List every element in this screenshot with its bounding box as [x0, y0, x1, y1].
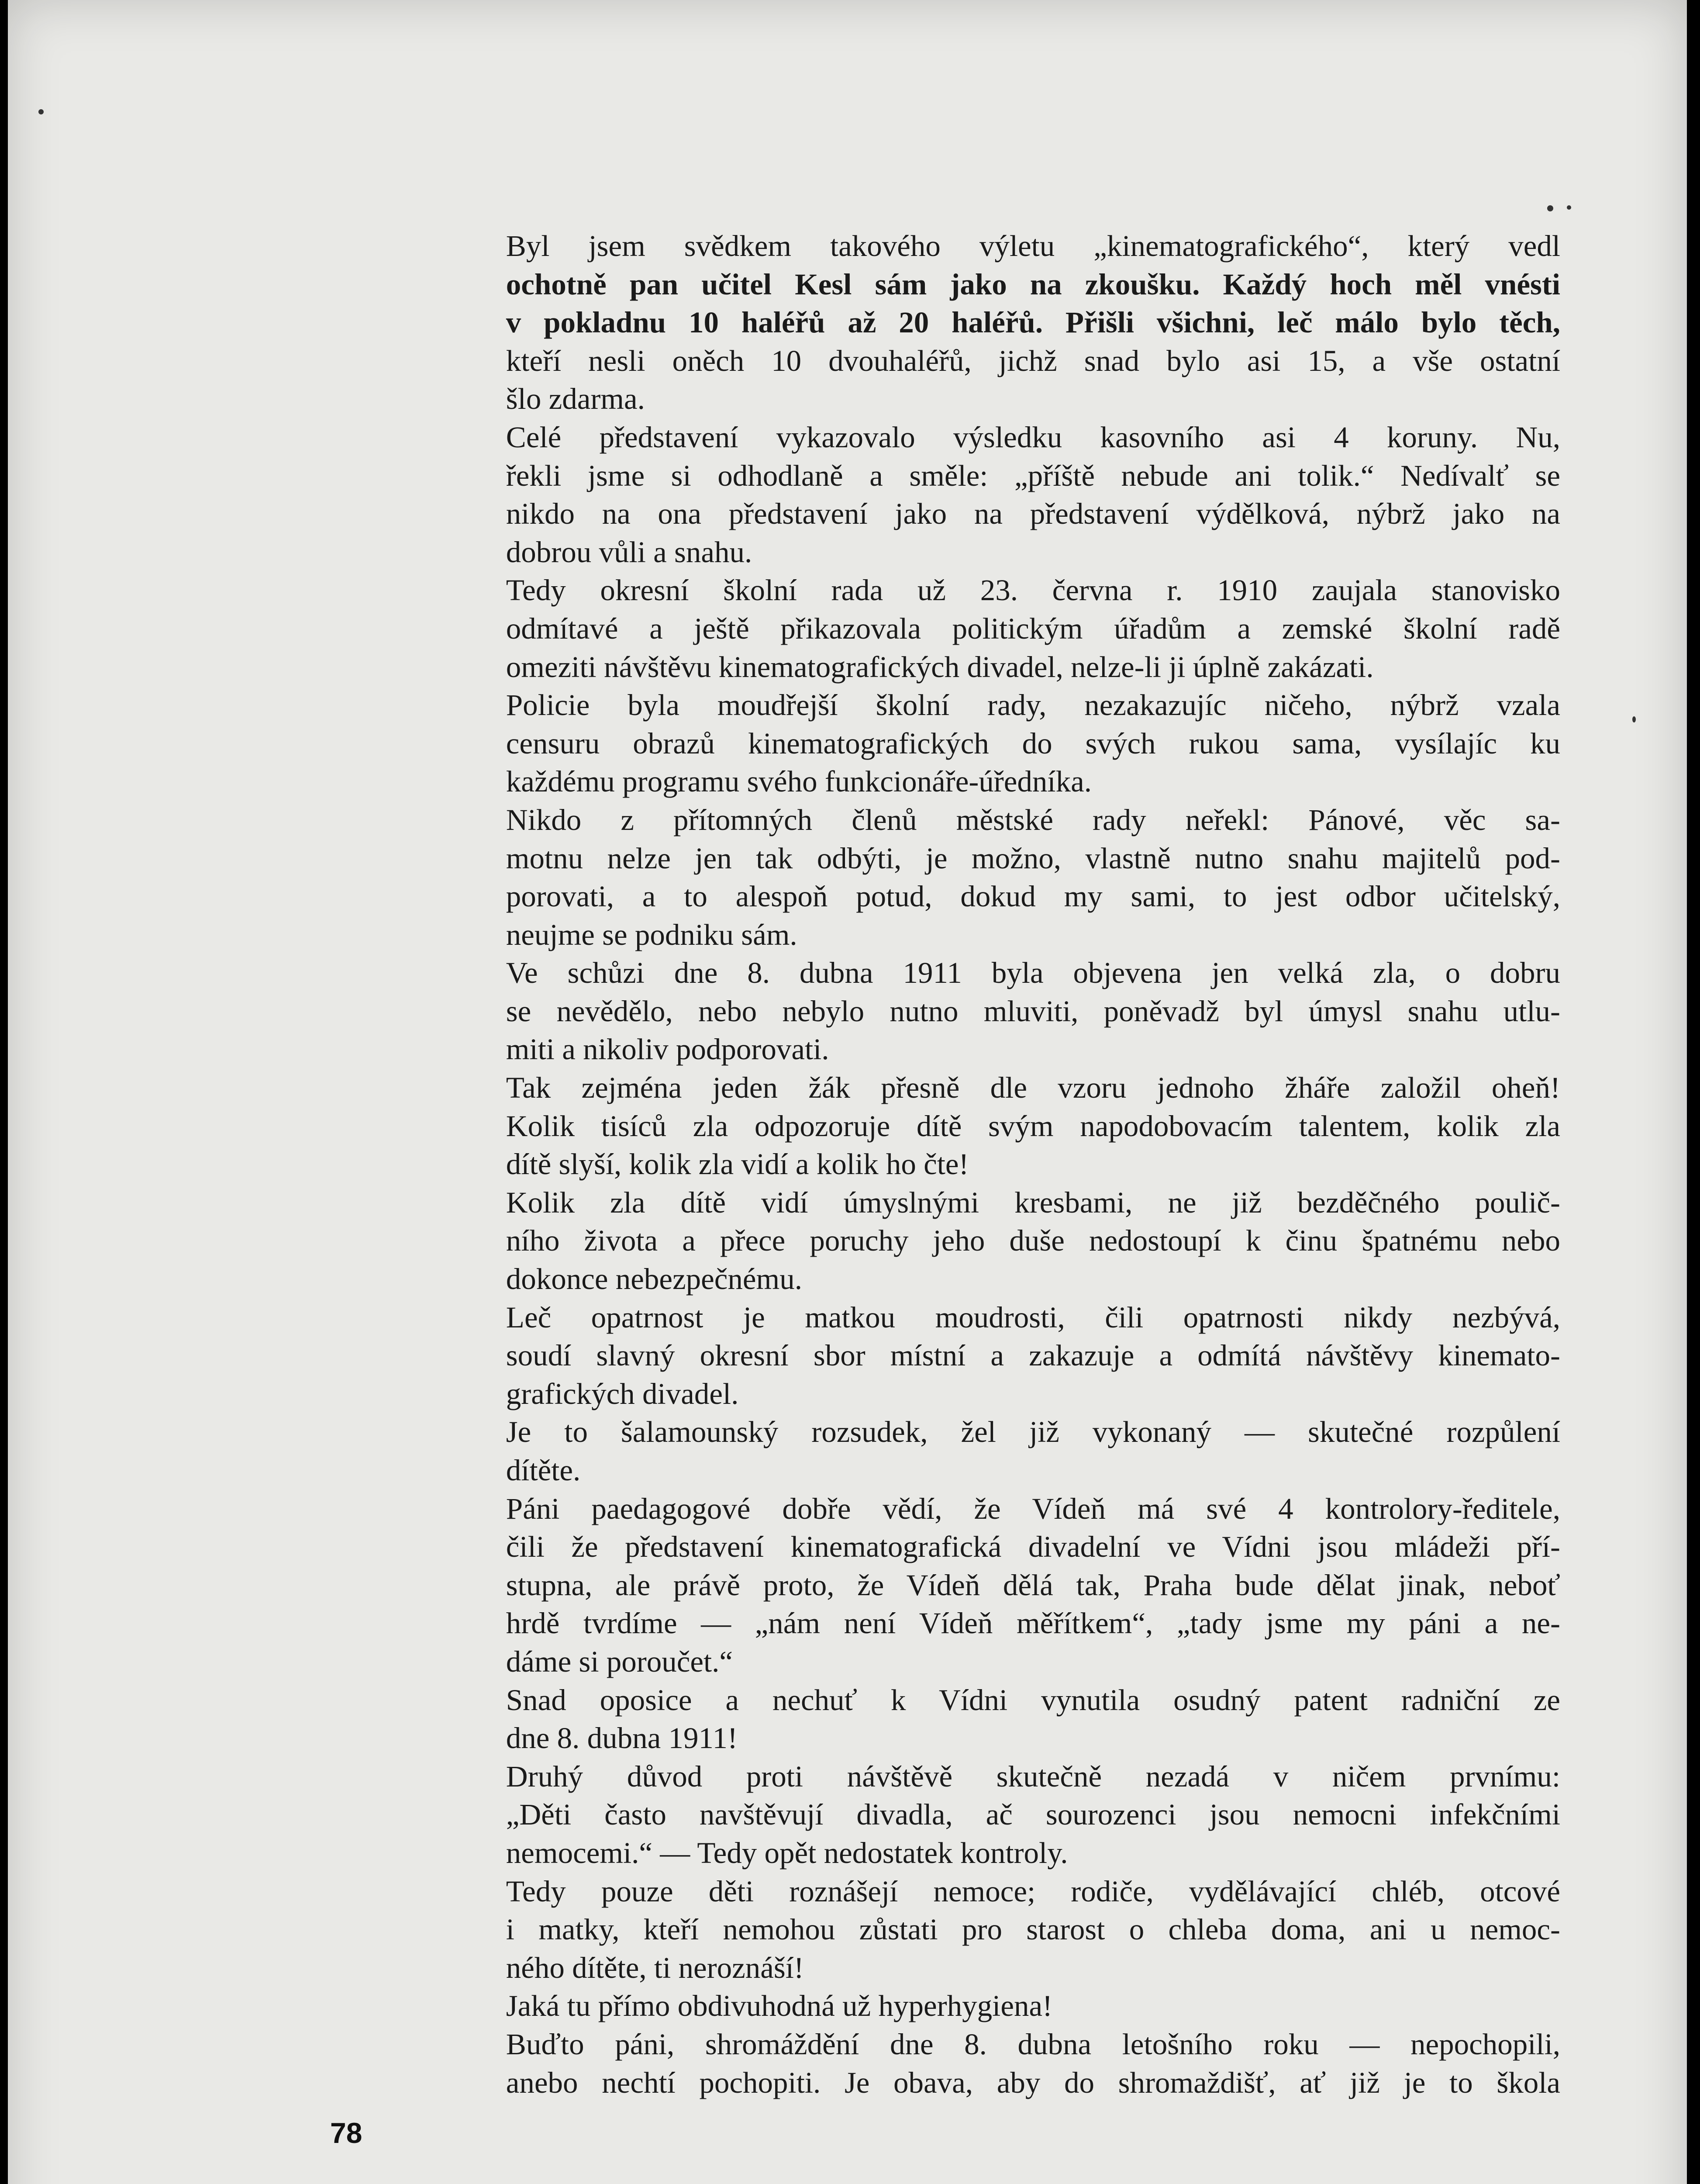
text-line: Nikdo z přítomných členů městské rady neřekl: Pánové, věc sa-	[506, 803, 1560, 836]
text-line: řekli jsme si odhodlaně a směle: „příště nebude ani tolik.“ Nedívalť se	[506, 459, 1560, 492]
text-line: omeziti návštěvu kinematografických divadel, nelze-li ji úplně zakázati.	[506, 650, 1374, 684]
text-line: stupna, ale právě proto, že Vídeň dělá tak, Praha bude dělat jinak, neboť	[506, 1568, 1560, 1602]
text-line: Kolik tisíců zla odpozoruje dítě svým napodobovacím talentem, kolik zla	[506, 1109, 1560, 1143]
text-line: odmítavé a ještě přikazovala politickým úřadům a zemské školní radě	[506, 612, 1560, 645]
text-line: nikdo na ona představení jako na představení výdělková, nýbrž jako na	[506, 497, 1560, 531]
paragraph-3	[410, 571, 1560, 686]
text-line: Tedy okresní školní rada už 23. června r. 1910 zaujala stanovisko	[506, 574, 1560, 607]
text-line: Tedy pouze děti roznášejí nemoce; rodiče, vydělávající chléb, otcové	[506, 1874, 1560, 1908]
text-line: motnu nelze jen tak odbýti, je možno, vlastně nutno snahu majitelů pod-	[506, 841, 1560, 875]
text-line: nemocemi.“ — Tedy opět nedostatek kontroly.	[506, 1836, 1068, 1870]
text-line: Je to šalamounský rozsudek, žel již vykonaný — skutečné rozpůlení	[506, 1415, 1560, 1449]
scan-speck	[1632, 716, 1636, 722]
paragraph-8	[410, 1184, 1560, 1299]
text-line: ného dítěte, ti neroznáší!	[506, 1951, 804, 1984]
text-line: Tak zejména jeden žák přesně dle vzoru jednoho žháře založil oheň!	[506, 1071, 1560, 1105]
text-line: dobrou vůli a snahu.	[506, 535, 752, 569]
text-line: miti a nikoliv podporovati.	[506, 1033, 829, 1066]
paragraph-9	[410, 1299, 1560, 1413]
body-text	[410, 227, 1560, 2102]
paragraph-14	[410, 1873, 1560, 1987]
paragraph-5	[410, 801, 1560, 954]
scan-speck	[38, 109, 44, 114]
page-sheet	[8, 0, 1687, 2184]
text-line: hrdě tvrdíme — „nám není Vídeň měřítkem“, „tady jsme my páni a ne-	[506, 1607, 1560, 1640]
text-line: porovati, a to alespoň potud, dokud my sami, to jest odbor učitelský,	[506, 880, 1560, 913]
paragraph-12	[410, 1681, 1560, 1758]
text-line: ního života a přece poruchy jeho duše nedostoupí k činu špatnému nebo	[506, 1224, 1560, 1258]
text-line: Snad oposice a nechuť k Vídni vynutila osudný patent radniční ze	[506, 1683, 1560, 1717]
text-line: dítěte.	[506, 1454, 581, 1487]
text-line: Byl jsem svědkem takového výletu „kinematografického“, který vedl	[506, 229, 1560, 263]
text-line: censuru obrazů kinematografických do svých rukou sama, vysílajíc ku	[506, 726, 1560, 760]
text-line: Páni paedagogové dobře vědí, že Vídeň má své 4 kontrolory-ředitele,	[506, 1492, 1560, 1525]
text-line: se nevědělo, nebo nebylo nutno mluviti, poněvadž byl úmysl snahu utlu-	[506, 994, 1560, 1028]
paragraph-4	[410, 686, 1560, 801]
text-line: Buďto páni, shromáždění dne 8. dubna letošního roku — nepochopili,	[506, 2027, 1560, 2061]
text-line: dokonce nebezpečnému.	[506, 1262, 802, 1296]
text-line: dítě slyší, kolik zla vidí a kolik ho čte!	[506, 1147, 969, 1181]
paragraph-2	[410, 418, 1560, 571]
text-line: Policie byla moudřejší školní rady, nezakazujíc ničeho, nýbrž vzala	[506, 688, 1560, 722]
text-line: šlo zdarma.	[506, 382, 645, 416]
scan-speck	[1547, 205, 1553, 211]
paragraph-6	[410, 954, 1560, 1069]
text-line: „Děti často navštěvují divadla, ač sourozenci jsou nemocni infekčními	[506, 1798, 1560, 1832]
text-line: čili že představení kinematografická divadelní ve Vídni jsou mládeži pří-	[506, 1530, 1560, 1564]
text-line: soudí slavný okresní sbor místní a zakazuje a odmítá návštěvy kinemato-	[506, 1339, 1560, 1372]
text-line: neujme se podniku sám.	[506, 918, 797, 951]
text-line: ochotně pan učitel Kesl sám jako na zkoušku. Každý hoch měl vnésti	[506, 267, 1560, 301]
paragraph-15	[410, 1987, 1560, 2025]
paragraph-7	[410, 1069, 1560, 1184]
text-line: každému programu svého funkcionáře-úředníka.	[506, 765, 1092, 798]
text-line: i matky, kteří nemohou zůstati pro starost o chleba doma, ani u nemoc-	[506, 1913, 1560, 1946]
paragraph-11	[410, 1490, 1560, 1681]
text-line: Kolik zla dítě vidí úmyslnými kresbami, ne již bezděčného poulič-	[506, 1185, 1560, 1219]
text-line: anebo nechtí pochopiti. Je obava, aby do shromaždišť, ať již je to škola	[506, 2066, 1560, 2099]
text-line: dne 8. dubna 1911!	[506, 1721, 738, 1755]
scan-speck	[1567, 205, 1571, 210]
text-line: kteří nesli oněch 10 dvouhaléřů, jichž snad bylo asi 15, a vše ostatní	[506, 344, 1560, 377]
paragraph-16	[410, 2025, 1560, 2102]
text-line: Druhý důvod proti návštěvě skutečně nezadá v ničem prvnímu:	[506, 1759, 1560, 1793]
text-line: Jaká tu přímo obdivuhodná už hyperhygiena!	[506, 1989, 1053, 2023]
text-line: Celé představení vykazovalo výsledku kasovního asi 4 koruny. Nu,	[506, 420, 1560, 454]
page-number: 78	[330, 2117, 362, 2149]
text-line: grafických divadel.	[506, 1377, 739, 1410]
text-line: Ve schůzi dne 8. dubna 1911 byla objevena jen velká zla, o dobru	[506, 956, 1560, 990]
text-line: dáme si poroučet.“	[506, 1645, 733, 1678]
paragraph-1	[410, 227, 1560, 418]
text-line: v pokladnu 10 haléřů až 20 haléřů. Přišli všichni, leč málo bylo těch,	[506, 306, 1560, 339]
paragraph-10	[410, 1413, 1560, 1489]
text-line: Leč opatrnost je matkou moudrosti, čili opatrnosti nikdy nezbývá,	[506, 1300, 1560, 1334]
paragraph-13	[410, 1758, 1560, 1873]
